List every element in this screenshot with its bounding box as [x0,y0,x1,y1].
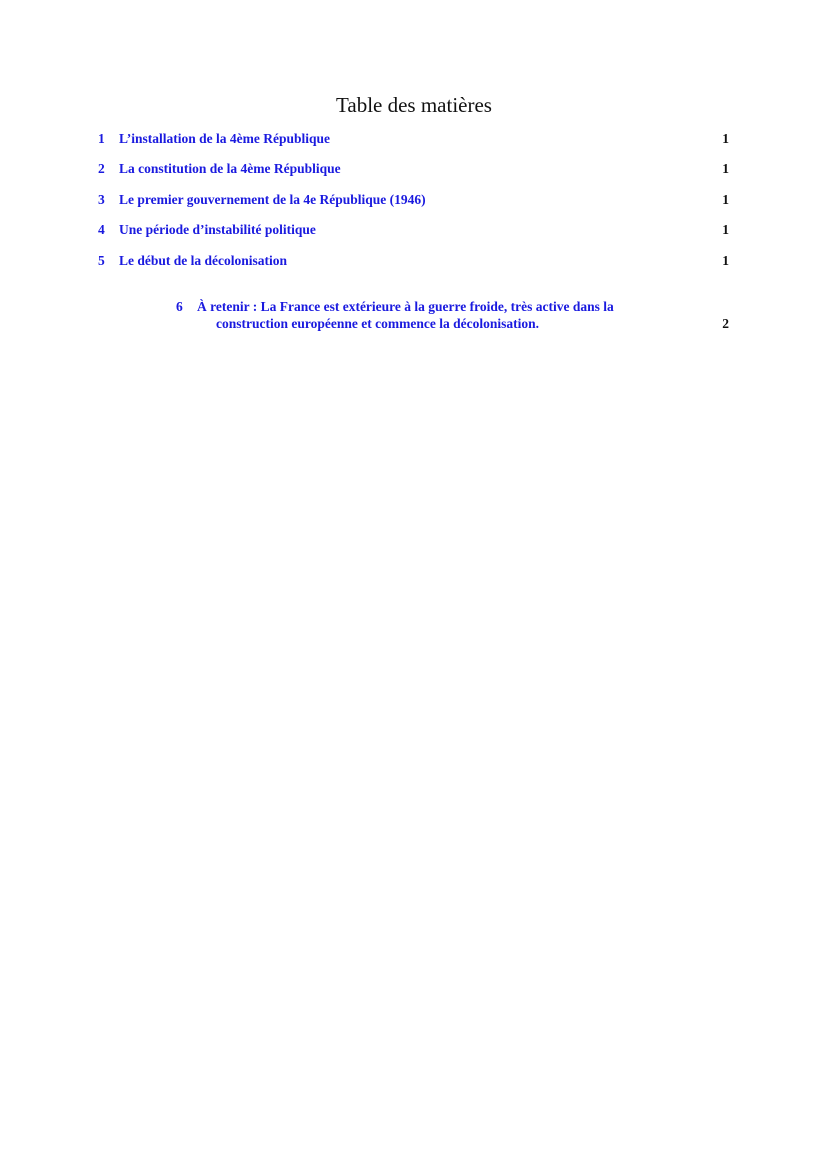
toc-entry-page: 1 [722,222,729,237]
toc-entry-title[interactable]: L’installation de la 4ème République [119,131,331,146]
toc-entry-page: 1 [722,161,729,176]
toc-entry-number[interactable]: 1 [98,131,105,146]
toc-entry-page: 1 [722,131,729,146]
toc-entry-title[interactable]: Le premier gouvernement de la 4e République (1946) [119,192,426,207]
toc-entry-page: 1 [722,192,729,207]
toc-entry-4[interactable] [0,222,828,238]
page-title: Table des matières [336,93,492,117]
toc-entry-1[interactable] [0,131,828,147]
toc-entry-number[interactable]: 6 [176,299,183,314]
toc-entry-number[interactable]: 3 [98,192,105,207]
toc-entry-page: 2 [722,316,729,331]
toc-entry-number[interactable]: 5 [98,253,105,268]
toc-entry-3[interactable] [0,192,828,208]
toc-entry-number[interactable]: 2 [98,161,105,176]
toc-entry-6[interactable] [0,299,828,333]
toc-entry-title-line-1[interactable]: À retenir : La France est extérieure à la guerre froide, très active dans la [197,299,614,314]
toc-entry-2[interactable] [0,161,828,177]
toc-entry-title[interactable]: Une période d’instabilité politique [119,222,316,237]
toc-entry-title-line-2[interactable]: construction européenne et commence la décolonisation. [216,316,539,331]
toc-entry-page: 1 [722,253,729,268]
toc-entry-title[interactable]: Le début de la décolonisation [119,253,288,268]
toc-entry-5[interactable] [0,253,828,269]
toc-entry-title[interactable]: La constitution de la 4ème République [119,161,341,176]
toc-entry-number[interactable]: 4 [98,222,105,237]
